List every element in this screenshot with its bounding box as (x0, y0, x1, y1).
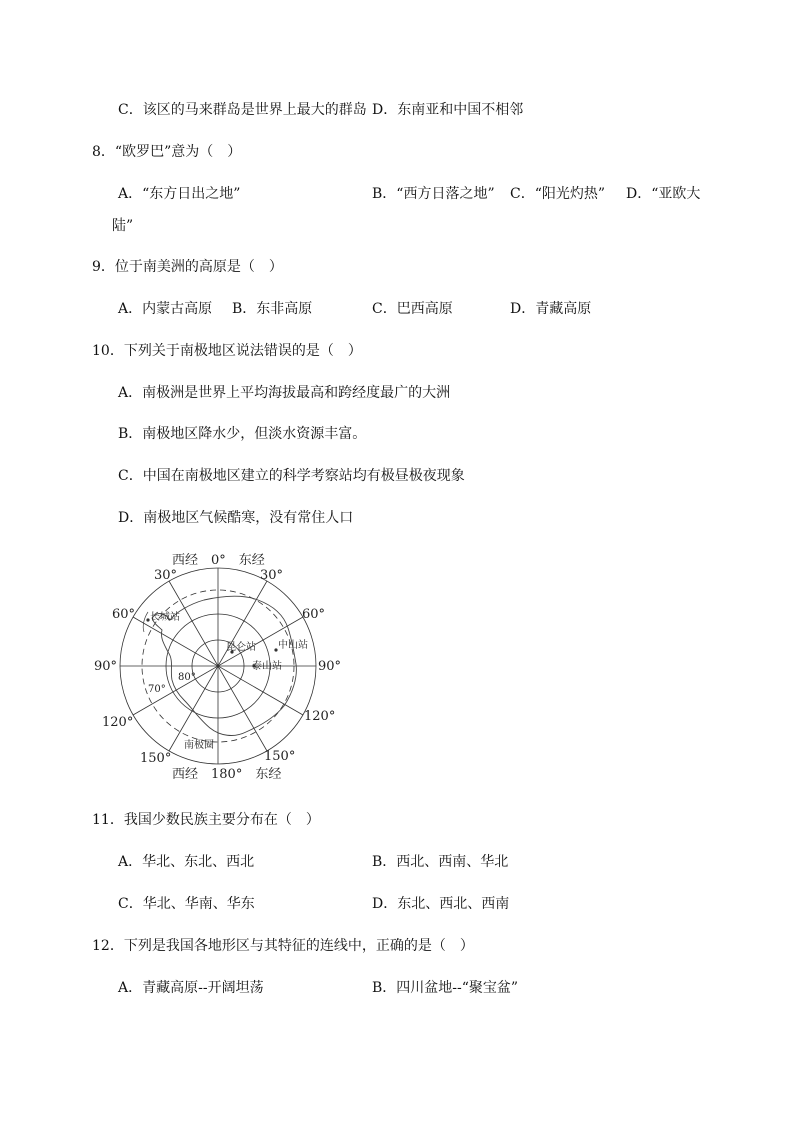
q12-option-b: B．四川盆地--“聚宝盆” (372, 980, 519, 996)
q8-option-c: C．“阳光灼热” (510, 186, 606, 202)
q8-option-d-continued: 陆” (112, 218, 134, 234)
q8-option-b: B．“西方日落之地” (372, 186, 495, 202)
q12-option-a: A．青藏高原--开阔坦荡 (118, 980, 264, 996)
q9-option-d: D．青藏高原 (510, 301, 592, 317)
q11-option-c: C．华北、华南、华东 (118, 896, 255, 912)
lon-90-east-label: 90° (318, 659, 342, 674)
antarctic-circle-label: 南极圈 (184, 740, 214, 751)
q11-option-b: B．西北、西南、华北 (372, 854, 509, 870)
q10-stem: 10．下列关于南极地区说法错误的是（ ） (92, 343, 362, 359)
q11-option-a: A．华北、东北、西北 (118, 854, 255, 870)
q8-option-d: D．“亚欧大 (626, 186, 701, 202)
antarctica-polar-map (92, 548, 352, 784)
kunlun-station-label: 昆仑站 (226, 642, 256, 653)
q8-option-a: A．“东方日出之地” (118, 186, 241, 202)
q11-option-d: D．东北、西北、西南 (372, 896, 510, 912)
top-longitude-label: 西经 0° 东经 (172, 553, 265, 568)
q10-option-d: D．南极地区气候酷寒，没有常住人口 (118, 510, 354, 526)
q9-option-a: A．内蒙古高原 (118, 301, 213, 317)
q11-stem: 11．我国少数民族主要分布在（ ） (92, 812, 320, 828)
bottom-longitude-label: 西经 180° 东经 (172, 767, 282, 782)
lon-90-west-label: 90° (94, 659, 118, 674)
q9-stem: 9．位于南美洲的高原是（ ） (92, 259, 283, 275)
lon-60-west-label: 60° (112, 607, 136, 622)
q10-option-b: B．南极地区降水少，但淡水资源丰富。 (118, 426, 367, 442)
q8-stem: 8．“欧罗巴”意为（ ） (92, 144, 242, 160)
q10-option-a: A．南极洲是世界上平均海拔最高和跨经度最广的大洲 (118, 385, 451, 401)
q7-option-c: C．该区的马来群岛是世界上最大的群岛 (118, 102, 367, 118)
lon-60-east-label: 60° (302, 607, 326, 622)
changcheng-station-label: 长城站 (150, 612, 180, 623)
q9-option-b: B．东非高原 (232, 301, 313, 317)
q12-stem: 12．下列是我国各地形区与其特征的连线中，正确的是（ ） (92, 938, 474, 954)
taishan-station-label: 泰山站 (252, 661, 282, 672)
q9-option-c: C．巴西高原 (372, 301, 453, 317)
lat-70-label: 70° (148, 684, 166, 695)
lon-150-east-label: 150° (264, 749, 296, 764)
lon-120-east-label: 120° (304, 709, 336, 724)
zhongshan-station-label: 中山站 (278, 640, 308, 651)
q7-option-d: D．东南亚和中国不相邻 (372, 102, 524, 118)
q10-option-c: C．中国在南极地区建立的科学考察站均有极昼极夜现象 (118, 468, 465, 484)
lat-80-label: 80° (178, 672, 196, 683)
peninsula-outline (143, 612, 148, 632)
lon-150-west-label: 150° (140, 751, 172, 766)
lon-30-west-label: 30° (154, 568, 178, 583)
lon-120-west-label: 120° (102, 715, 134, 730)
lon-30-east-label: 30° (260, 568, 284, 583)
